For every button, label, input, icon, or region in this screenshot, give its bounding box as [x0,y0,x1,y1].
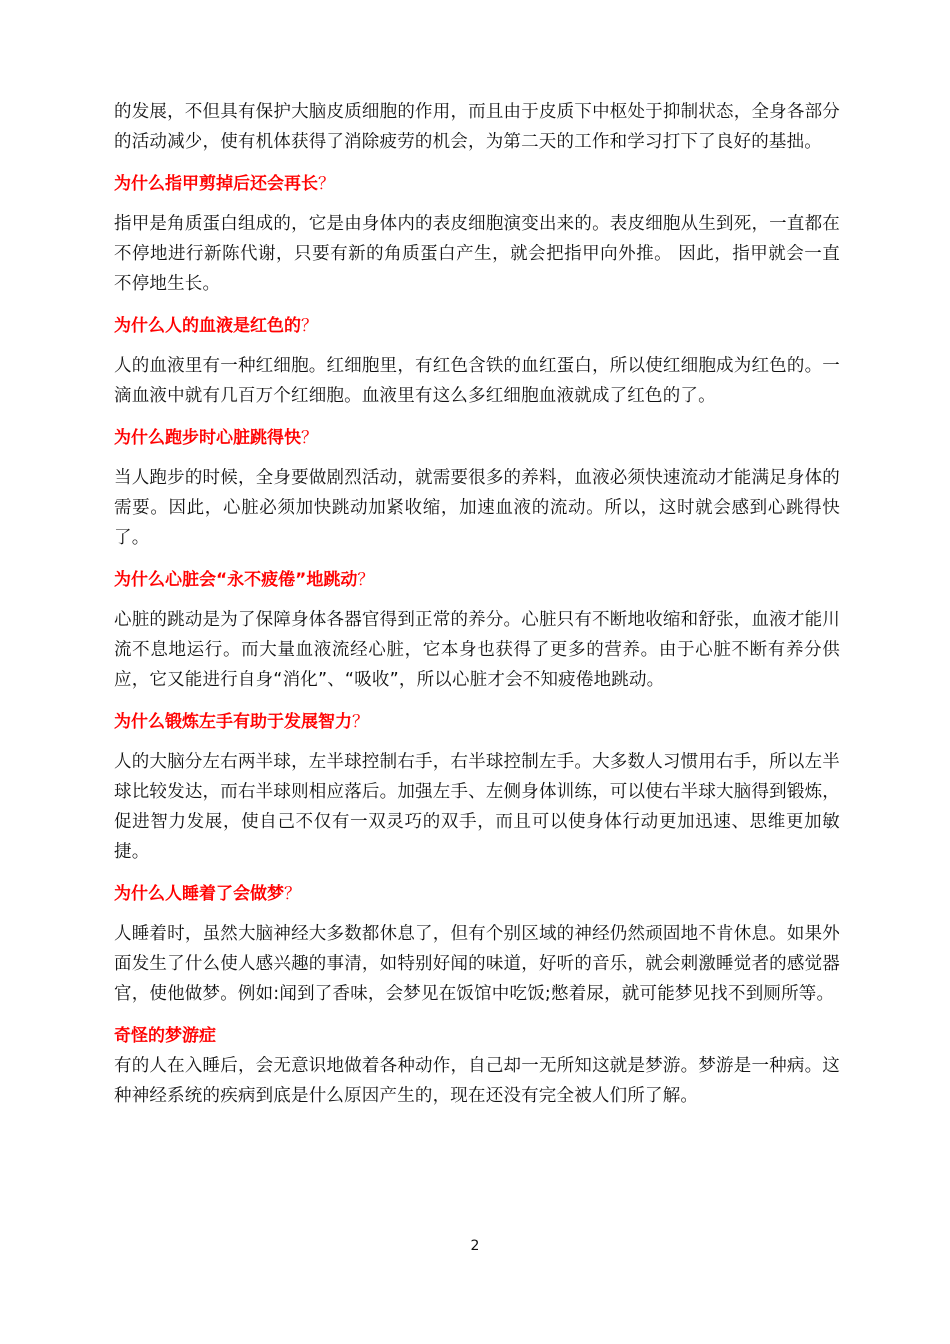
section-heading [114,565,840,595]
section-body: 心脏的跳动是为了保障身体各器官得到正常的养分。心脏只有不断地收缩和舒张，血液才能川流不息地运行。而大量血液流经心脏，它本身也获得了更多的营养。由于心脏不断有养分供应，它又能进行自身“消化”、“吸收”，所以心脏才会不知疲倦地跳动。 [114,610,840,690]
section-title: 为什么心脏会“永不疲倦”地跳动 [114,570,358,590]
section-body: 当人跑步的时候，全身要做剧烈活动，就需要很多的养料，血液必须快速流动才能满足身体的需要。因此，心脏必须加快跳动加紧收缩，加速血液的流动。所以，这时就会感到心跳得快了。 [114,468,840,548]
section-body: 人睡着时，虽然大脑神经大多数都休息了，但有个别区域的神经仍然顽固地不肯休息。如果外面发生了什么使人感兴趣的事清，如特别好闻的味道，好听的音乐，就会刺激睡觉者的感觉器官，使他做梦。例如:闻到了香味，会梦见在饭馆中吃饭;憋着尿，就可能梦见找不到厕所等。 [114,924,840,1004]
section-title: 为什么人的血液是红色的 [114,316,301,336]
section-running-heart [114,423,840,553]
section-heading [114,311,840,341]
section-blood [114,311,840,411]
question-mark: ？ [301,316,318,336]
section-body: 人的血液里有一种红细胞。红细胞里，有红色含铁的血红蛋白，所以使红细胞成为红色的。一滴血液中就有几百万个红细胞。血液里有这么多红细胞血液就成了红色的了。 [114,356,840,406]
section-title: 奇怪的梦游症 [114,1026,216,1046]
section-title: 为什么人睡着了会做梦 [114,884,284,904]
section-body: 指甲是角质蛋白组成的，它是由身体内的表皮细胞演变出来的。表皮细胞从生到死，一直都在不停地进行新陈代谢，只要有新的角质蛋白产生，就会把指甲向外推。 因此，指甲就会一直不停地生长。 [114,214,840,294]
section-body: 有的人在入睡后，会无意识地做着各种动作，自己却一无所知这就是梦游。梦游是一种病。这种神经系统的疾病到底是什么原因产生的，现在还没有完全被人们所了解。 [114,1056,840,1106]
section-tireless-heart [114,565,840,695]
section-sleepwalking [114,1021,840,1111]
section-title: 为什么锻炼左手有助于发展智力 [114,712,352,732]
question-mark: ？ [284,884,301,904]
section-heading [114,423,840,453]
page-number: 2 [470,1238,480,1254]
question-mark: ？ [318,174,335,194]
section-dreaming [114,879,840,1009]
question-mark: ？ [301,428,318,448]
section-title: 为什么跑步时心脏跳得快 [114,428,301,448]
question-mark: ？ [357,570,375,590]
question-mark: ？ [352,712,369,732]
intro-paragraph: 的发展，不但具有保护大脑皮质细胞的作用，而且由于皮质下中枢处于抑制状态，全身各部分的活动减少，使有机体获得了消除疲劳的机会，为第二天的工作和学习打下了良好的基拙。 [114,102,840,152]
section-heading [114,1021,840,1051]
document-page [114,97,840,1111]
section-heading [114,879,840,909]
section-fingernail [114,169,840,299]
section-left-hand [114,707,840,867]
section-heading [114,169,840,199]
section-heading [114,707,840,737]
section-title: 为什么指甲剪掉后还会再长 [114,174,318,194]
section-body: 人的大脑分左右两半球，左半球控制右手，右半球控制左手。大多数人习惯用右手，所以左半球比较发达，而右半球则相应落后。加强左手、左侧身体训练，可以使右半球大脑得到锻炼，促进智力发展，使自己不仅有一双灵巧的双手，而且可以使身体行动更加迅速、思维更加敏捷。 [114,752,840,862]
